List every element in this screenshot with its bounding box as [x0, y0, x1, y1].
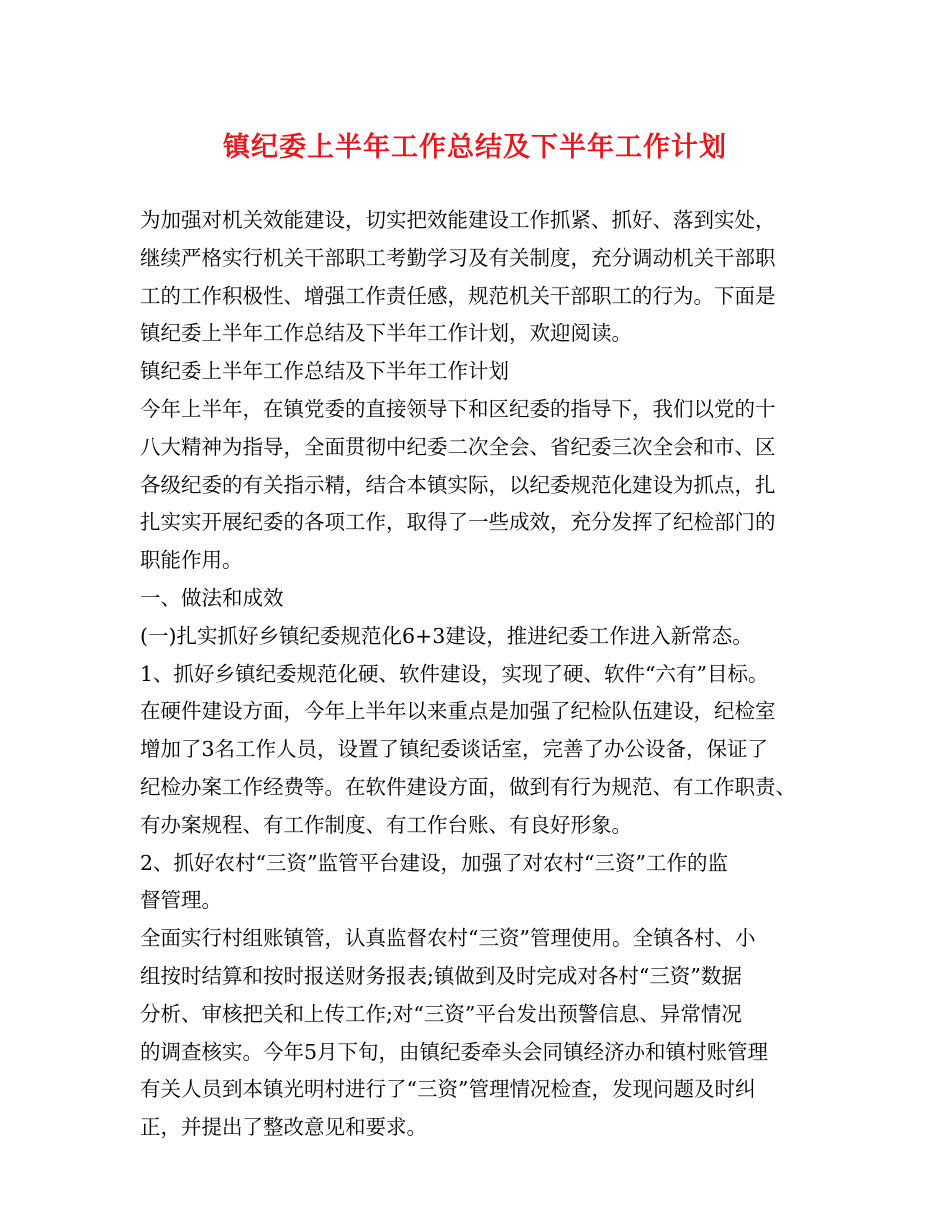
body-line: 工的工作积极性、增强工作责任感，规范机关干部职工的行为。下面是 [140, 283, 776, 308]
body-line: 职能作用。 [140, 548, 243, 573]
body-line: 继续严格实行机关干部职工考勤学习及有关制度，充分调动机关干部职 [140, 245, 776, 270]
body-line: 增加了3名工作人员，设置了镇纪委谈话室，完善了办公设备，保证了 [140, 737, 769, 762]
body-line: 1、抓好乡镇纪委规范化硬、软件建设，实现了硬、软件“六有”目标。 [140, 661, 769, 686]
body-line: 有关人员到本镇光明村进行了“三资”管理情况检查，发现问题及时纠 [140, 1077, 756, 1102]
document-body [140, 202, 830, 1147]
body-line: 八大精神为指导，全面贯彻中纪委二次全会、省纪委三次全会和市、区 [140, 434, 776, 459]
body-line: 在硬件建设方面，今年上半年以来重点是加强了纪检队伍建设，纪检室 [140, 699, 776, 724]
body-line: 督管理。 [140, 888, 222, 913]
body-line: 扎实实开展纪委的各项工作，取得了一些成效，充分发挥了纪检部门的 [140, 510, 776, 535]
document-title: 镇纪委上半年工作总结及下半年工作计划 [223, 132, 727, 163]
body-line: 各级纪委的有关指示精，结合本镇实际，以纪委规范化建设为抓点，扎 [140, 472, 776, 497]
body-line: 为加强对机关效能建设，切实把效能建设工作抓紧、抓好、落到实处， [140, 208, 776, 232]
body-line: (一)扎实抓好乡镇纪委规范化6+3建设，推进纪委工作进入新常态。 [140, 623, 753, 648]
body-line: 2、抓好农村“三资”监管平台建设，加强了对农村“三资”工作的监 [140, 850, 728, 875]
body-line: 一、做法和成效 [140, 585, 284, 610]
body-line: 镇纪委上半年工作总结及下半年工作计划，欢迎阅读。 [140, 321, 632, 346]
body-line: 全面实行村组账镇管，认真监督农村“三资”管理使用。全镇各村、小 [140, 926, 756, 951]
body-line: 今年上半年，在镇党委的直接领导下和区纪委的指导下，我们以党的十 [140, 396, 776, 421]
body-line: 镇纪委上半年工作总结及下半年工作计划 [140, 359, 509, 384]
body-line: 分析、审核把关和上传工作;对“三资”平台发出预警信息、异常情况 [140, 1001, 742, 1026]
body-line: 有办案规程、有工作制度、有工作台账、有良好形象。 [140, 812, 632, 837]
body-line: 正，并提出了整改意见和要求。 [140, 1115, 427, 1140]
body-line: 纪检办案工作经费等。在软件建设方面，做到有行为规范、有工作职责、 [140, 774, 796, 799]
body-line: 的调查核实。今年5月下旬，由镇纪委牵头会同镇经济办和镇村账管理 [140, 1039, 769, 1064]
body-line: 组按时结算和按时报送财务报表;镇做到及时完成对各村“三资”数据 [140, 963, 742, 988]
